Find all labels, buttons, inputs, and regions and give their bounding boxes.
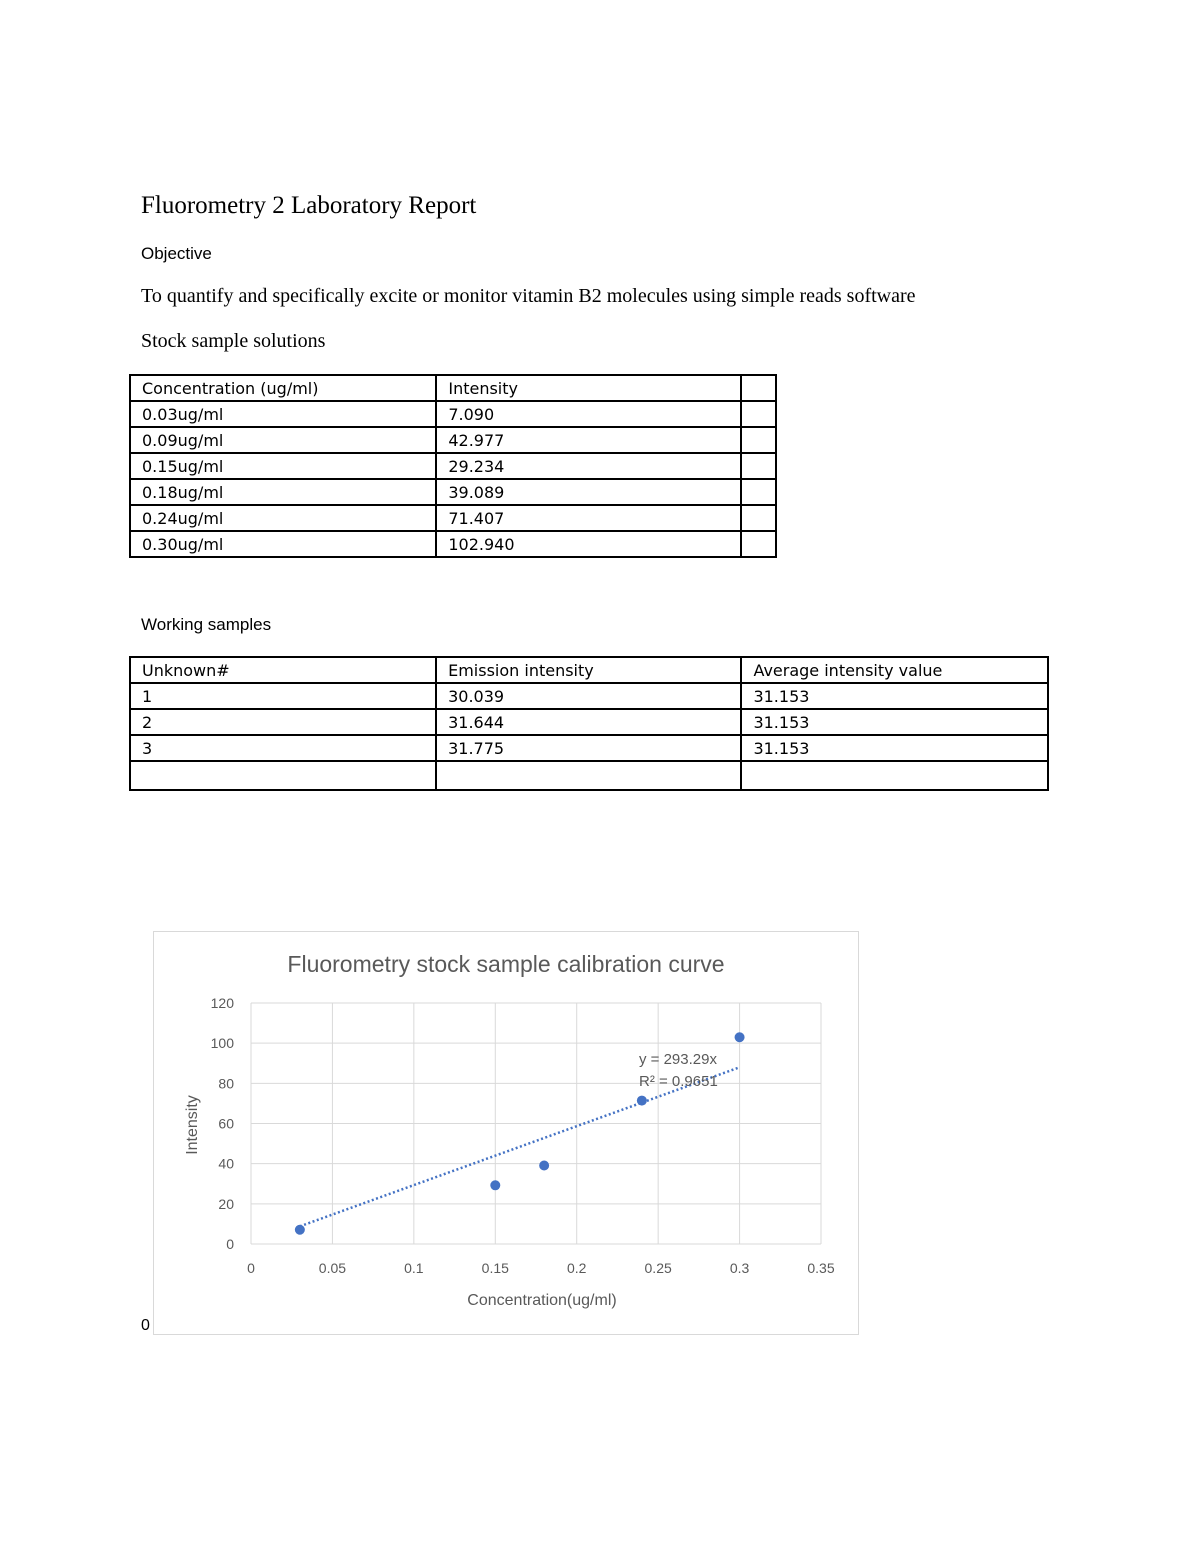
data-point [295, 1225, 305, 1235]
objective-heading: Objective [141, 244, 212, 263]
table-row [130, 401, 776, 427]
table-header-row [130, 375, 776, 401]
trendline-equation: y = 293.29x [639, 1051, 717, 1068]
x-tick-label: 0.35 [807, 1260, 835, 1276]
document-title: Fluorometry 2 Laboratory Report [141, 192, 477, 219]
chart-canvas [154, 932, 858, 1334]
table-cell: 29.234 [436, 453, 741, 479]
table-cell: 39.089 [436, 479, 741, 505]
working-samples-heading: Working samples [141, 615, 272, 634]
working-samples-table [129, 656, 1049, 791]
table-cell: 0.30ug/ml [130, 531, 436, 557]
table-row [130, 735, 1048, 761]
table-cell: 0.24ug/ml [130, 505, 436, 531]
table-cell: 2 [130, 709, 436, 735]
stray-zero-text: 0 [141, 1317, 150, 1334]
table-row [130, 709, 1048, 735]
data-point [490, 1180, 500, 1190]
data-point [539, 1160, 549, 1170]
table-cell: 3 [130, 735, 436, 761]
table-cell: 31.153 [741, 735, 1048, 761]
table-row [130, 683, 1048, 709]
stock-solutions-heading: Stock sample solutions [141, 330, 326, 352]
table-cell [741, 505, 776, 531]
table-cell [130, 761, 436, 790]
table-cell [741, 453, 776, 479]
table-row [130, 531, 776, 557]
x-tick-label: 0.05 [318, 1260, 347, 1276]
table-cell: 31.644 [436, 709, 741, 735]
stock-solutions-table [129, 374, 777, 558]
table-cell [741, 479, 776, 505]
y-axis-label: Intensity [184, 1095, 201, 1155]
y-tick-label: 40 [218, 1155, 234, 1172]
table-cell: 42.977 [436, 427, 741, 453]
data-point [735, 1032, 745, 1042]
objective-text: To quantify and specifically excite or monitor vitamin B2 molecules using simple reads software [141, 285, 916, 307]
table-row [130, 505, 776, 531]
table-cell: 31.153 [741, 683, 1048, 709]
table-header-cell [741, 375, 776, 401]
table-cell: 0.18ug/ml [130, 479, 436, 505]
table-header-cell: Average intensity value [741, 657, 1048, 683]
y-tick-label: 60 [218, 1115, 234, 1132]
table-cell: 31.775 [436, 735, 741, 761]
x-tick-label: 0.3 [729, 1260, 750, 1276]
table-header-cell: Intensity [436, 375, 741, 401]
table-cell: 7.090 [436, 401, 741, 427]
table-cell: 0.03ug/ml [130, 401, 436, 427]
x-tick-label: 0.25 [644, 1260, 672, 1276]
data-point [637, 1096, 647, 1106]
table-row [130, 479, 776, 505]
chart-title: Fluorometry stock sample calibration curve [287, 951, 725, 977]
y-tick-label: 0 [226, 1236, 234, 1252]
x-tick-label: 0.15 [481, 1260, 509, 1276]
table-row [130, 427, 776, 453]
y-tick-label: 100 [210, 1035, 234, 1052]
table-cell: 30.039 [436, 683, 741, 709]
x-tick-label: 0.1 [404, 1260, 424, 1276]
table-cell [741, 401, 776, 427]
table-cell [741, 427, 776, 453]
calibration-chart[interactable] [153, 931, 859, 1335]
y-tick-label: 120 [210, 995, 234, 1011]
table-header-row [130, 657, 1048, 683]
chart-trendline-layer [300, 1067, 740, 1226]
table-cell: 1 [130, 683, 436, 709]
table-cell [741, 531, 776, 557]
table-cell: 71.407 [436, 505, 741, 531]
x-tick-label: 0 [247, 1260, 255, 1276]
table-cell [436, 761, 741, 790]
y-tick-label: 20 [218, 1195, 234, 1212]
table-cell: 0.09ug/ml [130, 427, 436, 453]
x-axis-label: Concentration(ug/ml) [467, 1292, 617, 1309]
table-row [130, 761, 1048, 790]
y-tick-label: 80 [218, 1075, 234, 1092]
table-cell: 102.940 [436, 531, 741, 557]
table-header-cell: Concentration (ug/ml) [130, 375, 436, 401]
table-row [130, 453, 776, 479]
table-header-cell: Emission intensity [436, 657, 741, 683]
table-cell: 31.153 [741, 709, 1048, 735]
trendline [300, 1067, 740, 1226]
x-tick-label: 0.2 [566, 1260, 587, 1276]
table-cell: 0.15ug/ml [130, 453, 436, 479]
table-cell [741, 761, 1048, 790]
trendline-r-squared: R² = 0.9651 [639, 1073, 718, 1090]
table-header-cell: Unknown# [130, 657, 436, 683]
